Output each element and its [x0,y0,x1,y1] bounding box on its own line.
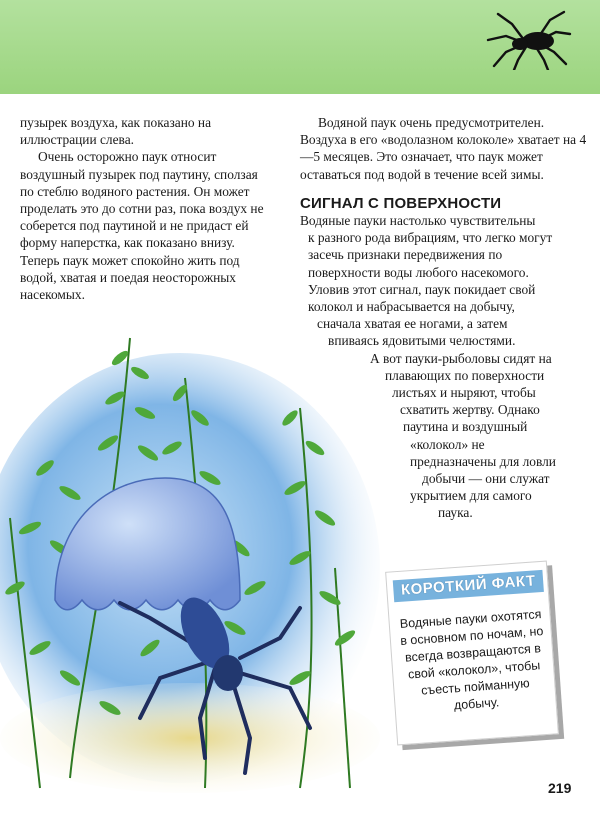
water-spider-illustration [0,318,380,798]
text-line: к разного рода вибрациям, что легко могут [308,230,553,246]
text-line: паука. [438,505,473,521]
text-line: колокол и набрасывается на добычу, [308,299,515,315]
spider-icon [484,10,572,70]
left-column [20,114,268,303]
text-line: добычи — они служат [422,471,550,487]
text-line: схватить жертву. Однако [400,402,540,418]
short-fact-box [385,561,559,746]
text-line: паутина и воздушный [403,419,528,435]
text-line: укрытием для самого [410,488,532,504]
text-line: плавающих по поверхности [385,367,545,383]
text-line: поверхности воды любого насекомого. [308,264,529,280]
header-banner [0,0,600,94]
text-line: Уловив этот сигнал, паук покидает свой [308,281,536,297]
paragraph: Водяной паук очень предусмотрителен. Воздуха в его «водолазном колоколе» хватает на 4—5 месяцев. Это означает, что паук может оставаться под водой в течение всей зимы. [300,115,587,182]
text-line: листьях и ныряют, чтобы [392,385,536,401]
text-line: «колокол» не [410,436,485,452]
text-line: А вот пауки-рыболовы сидят на [370,350,552,366]
section-heading: СИГНАЛ С ПОВЕРХНОСТИ [300,194,502,212]
paragraph: пузырек воздуха, как показано на иллюстрации слева. [20,115,212,148]
text-line: сначала хватая ее ногами, а затем [317,316,508,332]
text-line: предназначены для ловли [410,453,556,469]
paragraph: Очень осторожно паук относит воздушный пузырек под паутину, сползая по стеблю водяного растения. Он может проделать это до сотни раз, пока воздух не соберется под паутиной и не придаст ей форму наперстка, как показано внизу. Теперь паук может спокойно жить под водой, хватая и поедая неосторожных насекомых. [20,149,264,303]
fact-title: КОРОТКИЙ ФАКТ [393,570,544,602]
text-line: впиваясь ядовитыми челюстями. [328,333,516,349]
fact-text: Водяные пауки охотятся в основном по ночам, но всегда возвращаются в свой «колокол», чтобы съесть пойманную добычу. [399,607,544,713]
text-line: Водяные пауки настолько чувствительны [300,213,536,229]
page-number: 219 [548,780,572,796]
text-line: засечь признаки передвижения по [308,247,503,263]
